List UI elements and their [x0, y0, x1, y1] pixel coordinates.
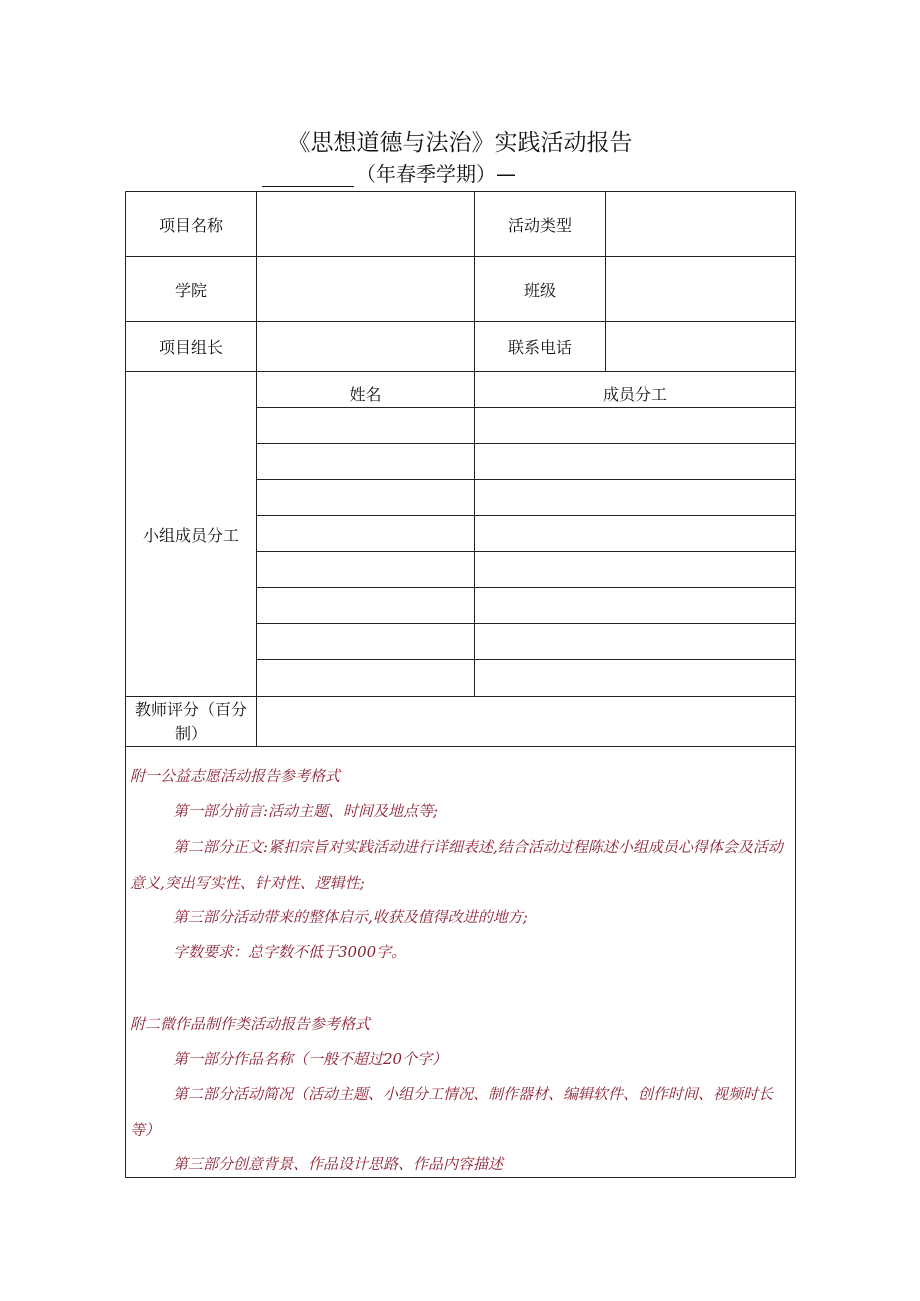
- phone-label: 联系电话: [507, 338, 572, 357]
- member-role-field[interactable]: [475, 480, 795, 515]
- member-name-field[interactable]: [257, 552, 474, 587]
- member-role-field[interactable]: [475, 660, 795, 696]
- college-label: 学院: [174, 280, 207, 300]
- role-column-header: 成员分工: [602, 384, 667, 404]
- member-name-field[interactable]: [257, 516, 474, 551]
- leader-label: 项目组长: [158, 338, 223, 357]
- member-name-field[interactable]: [257, 480, 474, 515]
- appendix2-item: 第一部分作品名称（一般不超过20个字）: [173, 1050, 448, 1068]
- member-role-field[interactable]: [475, 588, 795, 623]
- name-column-header: 姓名: [349, 384, 382, 404]
- teacher-score-field[interactable]: [257, 697, 795, 746]
- class-field[interactable]: [606, 257, 795, 321]
- appendix1-item: 第三部分活动带来的整体启示,收获及值得改进的地方;: [173, 908, 528, 926]
- page-title: 《思想道德与法治》实践活动报告: [287, 130, 633, 156]
- member-name-field[interactable]: [257, 588, 474, 623]
- appendix1-item: 第一部分前言:活动主题、时间及地点等;: [173, 802, 439, 820]
- appendix2-item: 第二部分活动简况（活动主题、小组分工情况、制作器材、编辑软件、创作时间、视频时长等）: [130, 1085, 774, 1139]
- appendix1-item: 字数要求：总字数不低于3000字。: [173, 943, 407, 961]
- appendix2-title: 附二微作品制作类活动报告参考格式: [130, 1015, 371, 1033]
- member-role-field[interactable]: [475, 444, 795, 479]
- member-role-field[interactable]: [475, 624, 795, 659]
- year-blank[interactable]: [262, 166, 354, 187]
- teacher-score-label: 教师评分（百分制）: [134, 699, 247, 743]
- member-role-field[interactable]: [475, 408, 795, 443]
- appendix2-item: 第三部分创意背景、作品设计思路、作品内容描述: [173, 1155, 504, 1173]
- leader-field[interactable]: [257, 322, 474, 371]
- semester-text: （年春季学期）—: [356, 162, 516, 186]
- member-name-field[interactable]: [257, 444, 474, 479]
- class-label: 班级: [523, 280, 556, 300]
- member-role-field[interactable]: [475, 516, 795, 551]
- member-name-field[interactable]: [257, 624, 474, 659]
- member-name-field[interactable]: [257, 408, 474, 443]
- phone-field[interactable]: [606, 322, 795, 371]
- project-name-label: 项目名称: [158, 215, 223, 235]
- appendix1-item: 第二部分正文:紧扣宗旨对实践活动进行详细表述,结合活动过程陈述小组成员心得体会及活动意义,突出写实性、针对性、逻辑性;: [130, 838, 783, 892]
- activity-type-label: 活动类型: [507, 215, 572, 235]
- activity-type-field[interactable]: [606, 192, 795, 256]
- project-name-field[interactable]: [257, 192, 474, 256]
- semester-line: [262, 158, 516, 187]
- member-role-field[interactable]: [475, 552, 795, 587]
- appendix1-title: 附一公益志愿活动报告参考格式: [130, 767, 341, 785]
- college-field[interactable]: [257, 257, 474, 321]
- member-name-field[interactable]: [257, 660, 474, 696]
- members-label: 小组成员分工: [142, 525, 239, 545]
